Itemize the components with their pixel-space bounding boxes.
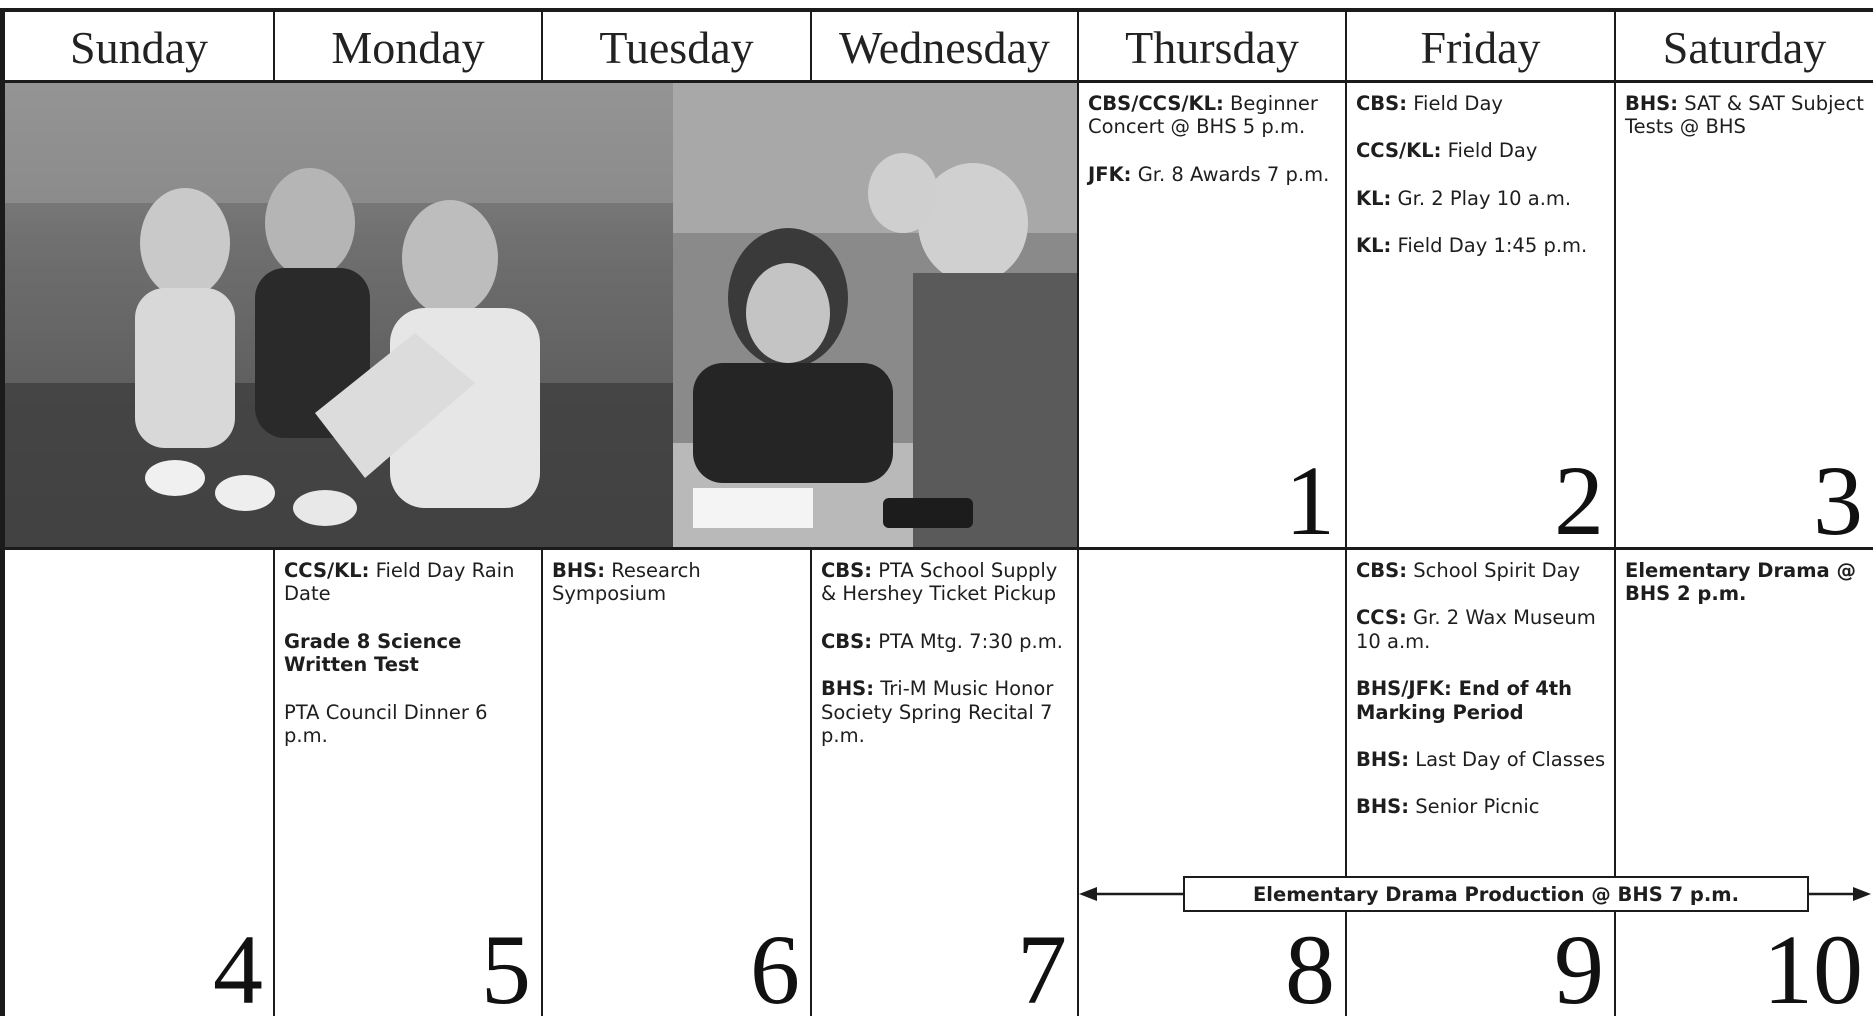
event-item — [1088, 163, 1339, 186]
day-cell-5 — [275, 550, 541, 1025]
event-text: PTA Mtg. 7:30 p.m. — [872, 629, 1063, 653]
day-cell-6 — [543, 550, 810, 1025]
event-item — [1625, 559, 1867, 606]
event-item — [1088, 92, 1339, 139]
day-number: 5 — [481, 914, 531, 1025]
event-item — [1356, 748, 1608, 771]
event-text: SAT & SAT Subject Tests @ BHS — [1625, 92, 1864, 139]
day-number: 2 — [1554, 445, 1604, 556]
day-cell-1 — [1079, 83, 1345, 556]
day-header-saturday: Saturday — [1662, 21, 1827, 73]
event-org: KL: — [1356, 186, 1392, 210]
event-org: Grade 8 Science Written Test — [284, 629, 462, 677]
day-cell-9 — [1347, 550, 1614, 1025]
day-number: 7 — [1017, 914, 1067, 1025]
event-text: PTA Council Dinner 6 p.m. — [284, 700, 488, 747]
events-list — [1356, 559, 1608, 843]
event-org: CCS: — [1356, 606, 1407, 630]
day-number: 8 — [1285, 914, 1335, 1025]
event-text: Field Day Rain Date — [284, 559, 515, 606]
event-item — [1356, 187, 1608, 210]
event-org: BHS/JFK: End of 4th Marking Period — [1356, 677, 1573, 724]
event-item — [552, 559, 804, 606]
event-item — [1356, 677, 1608, 724]
event-item — [821, 630, 1071, 653]
events-list — [821, 559, 1071, 771]
event-org: BHS: — [1356, 795, 1410, 819]
event-org: BHS: — [1625, 92, 1679, 115]
event-text: Research Symposium — [552, 559, 701, 606]
day-cell-10 — [1616, 550, 1873, 1025]
event-item — [284, 701, 535, 748]
event-org: CBS: — [1356, 559, 1408, 582]
event-org: CBS: — [821, 629, 873, 653]
event-text: Field Day 1:45 p.m. — [1391, 234, 1588, 258]
event-item — [1356, 92, 1608, 115]
event-org: CCS/KL: — [1356, 139, 1442, 163]
day-header-sunday: Sunday — [70, 21, 208, 73]
multi-day-event-banner: Elementary Drama Production @ BHS 7 p.m. — [1183, 876, 1809, 912]
photo-student-writing — [673, 83, 1077, 547]
events-list — [1625, 559, 1867, 630]
event-org: CCS/KL: — [284, 559, 370, 582]
event-org: Elementary Drama @ BHS 2 p.m. — [1625, 559, 1856, 606]
day-number: 4 — [213, 914, 263, 1025]
day-cell-8 — [1079, 550, 1345, 1025]
event-org: CBS: — [821, 559, 873, 582]
events-list — [1356, 92, 1608, 282]
photo-student-writing-image — [673, 83, 1077, 547]
day-header-wednesday: Wednesday — [839, 21, 1050, 73]
event-org: BHS: — [821, 677, 875, 701]
event-org: JFK: — [1088, 162, 1132, 186]
event-item — [821, 559, 1071, 606]
event-text: Last Day of Classes — [1409, 747, 1606, 771]
day-cell-3 — [1616, 83, 1873, 556]
photo-children-reading-image — [5, 83, 673, 547]
event-item — [284, 630, 535, 677]
event-org: KL: — [1356, 234, 1392, 258]
events-list — [1088, 92, 1339, 210]
event-text: School Spirit Day — [1407, 559, 1581, 582]
left-arrow-icon — [1079, 887, 1097, 901]
day-cell-7 — [812, 550, 1077, 1025]
event-item — [1356, 139, 1608, 162]
day-number: 10 — [1763, 914, 1863, 1025]
day-cell-4 — [5, 550, 273, 1025]
event-item — [1356, 559, 1608, 582]
events-list — [1625, 92, 1867, 163]
event-item — [1356, 234, 1608, 257]
day-header-monday: Monday — [331, 21, 485, 73]
event-text: Gr. 8 Awards 7 p.m. — [1131, 162, 1330, 186]
day-number: 6 — [750, 914, 800, 1025]
photo-children-reading — [5, 83, 673, 547]
right-arrow-icon — [1853, 887, 1871, 901]
event-item — [821, 677, 1071, 747]
event-text: Gr. 2 Wax Museum 10 a.m. — [1356, 606, 1596, 653]
event-item — [1625, 92, 1867, 139]
event-text: Beginner Concert @ BHS 5 p.m. — [1088, 92, 1318, 139]
event-item — [1356, 606, 1608, 653]
day-header-friday: Friday — [1420, 21, 1541, 73]
event-org: CBS: — [1356, 92, 1408, 115]
event-org: CBS/CCS/KL: — [1088, 92, 1224, 115]
day-cell-2 — [1347, 83, 1614, 556]
event-item — [284, 559, 535, 606]
event-text: PTA School Supply & Hershey Ticket Pickup — [821, 559, 1058, 606]
event-text: Senior Picnic — [1409, 795, 1540, 819]
event-text: Tri-M Music Honor Society Spring Recital 7 p.m. — [821, 677, 1054, 747]
event-text: Field Day — [1407, 92, 1503, 115]
event-text: Field Day — [1441, 139, 1538, 163]
event-org: BHS: — [1356, 747, 1410, 771]
events-list — [552, 559, 804, 630]
day-number: 3 — [1813, 445, 1863, 556]
event-text: Gr. 2 Play 10 a.m. — [1391, 186, 1572, 210]
events-list — [284, 559, 535, 771]
day-header-thursday: Thursday — [1125, 21, 1299, 73]
event-item — [1356, 795, 1608, 818]
day-number: 1 — [1285, 445, 1335, 556]
event-org: BHS: — [552, 559, 606, 582]
day-number: 9 — [1554, 914, 1604, 1025]
day-header-tuesday: Tuesday — [599, 21, 754, 73]
